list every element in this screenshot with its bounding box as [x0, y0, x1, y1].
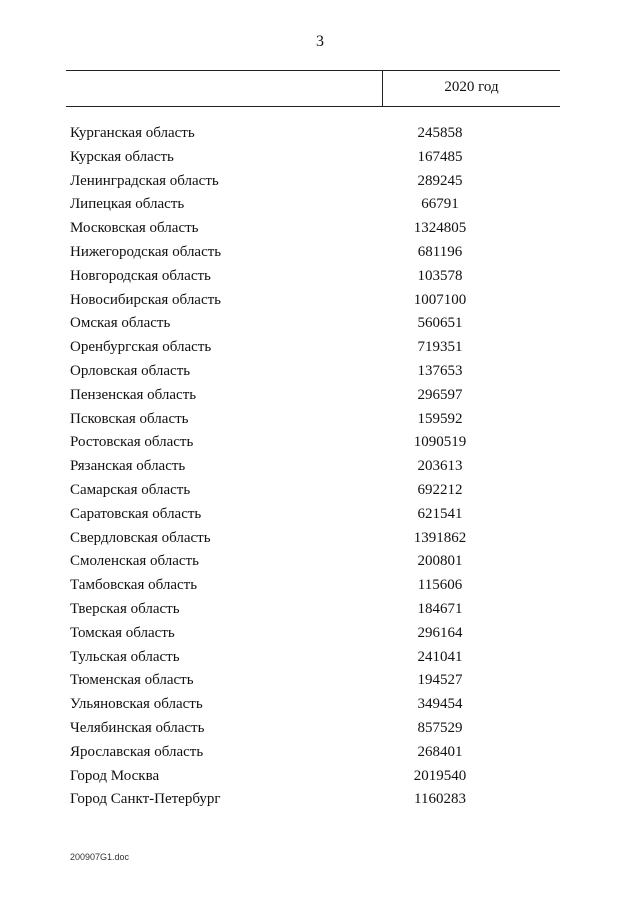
- table-row: [70, 431, 560, 455]
- region-value: 1160283: [414, 791, 466, 808]
- region-name: Нижегородская область: [70, 243, 222, 260]
- region-value: 159592: [417, 410, 463, 427]
- region-name: Пензенская область: [70, 386, 197, 403]
- table-row: [70, 408, 560, 432]
- column-header-year: 2020 год: [444, 79, 499, 95]
- region-name: Тверская область: [70, 600, 180, 617]
- region-name: Орловская область: [70, 362, 191, 379]
- region-name: Тамбовская область: [70, 577, 198, 594]
- table-row: [70, 360, 560, 384]
- region-name: Липецкая область: [70, 196, 185, 213]
- region-name: Московская область: [70, 220, 199, 237]
- region-value: 1090519: [413, 434, 467, 451]
- region-value: 66791: [421, 196, 459, 213]
- region-value: 137653: [417, 362, 463, 379]
- region-name: Свердловская область: [70, 529, 211, 546]
- table-row: [70, 550, 560, 574]
- table-row: [70, 646, 560, 670]
- region-name: Ленинградская область: [70, 172, 219, 189]
- region-name: Ярославская область: [70, 743, 204, 760]
- region-value: 681196: [417, 243, 463, 260]
- table-row: [70, 669, 560, 693]
- region-name: Рязанская область: [70, 458, 186, 475]
- table-row: [70, 741, 560, 765]
- region-name: Курганская область: [70, 125, 195, 141]
- region-name: Челябинская область: [70, 719, 205, 736]
- region-value: 1007100: [413, 291, 467, 308]
- table-row: [70, 574, 560, 598]
- region-value: 621541: [417, 505, 463, 522]
- table-row: [70, 455, 560, 479]
- table-row: [70, 384, 560, 408]
- region-value: 194527: [417, 672, 463, 689]
- region-name: Саратовская область: [70, 505, 202, 522]
- table-row: [70, 479, 560, 503]
- region-value: 167485: [417, 148, 463, 165]
- region-value: 857529: [417, 719, 463, 736]
- region-value: 245858: [417, 125, 463, 141]
- region-name: Омская область: [70, 315, 171, 332]
- page-number: 3: [316, 33, 324, 50]
- table-row: [70, 622, 560, 646]
- table-row: [70, 265, 560, 289]
- region-value: 241041: [417, 648, 463, 665]
- table-row: [70, 217, 560, 241]
- table-row: [70, 717, 560, 741]
- region-name: Ульяновская область: [70, 696, 203, 713]
- table-row: [70, 289, 560, 313]
- region-value: 289245: [417, 172, 463, 189]
- table-row: [70, 241, 560, 265]
- region-value: 200801: [417, 553, 463, 570]
- region-name: Ростовская область: [70, 434, 194, 451]
- table-body: [70, 122, 560, 812]
- region-value: 1391862: [413, 529, 467, 546]
- region-name: Курская область: [70, 148, 174, 165]
- region-name: Новгородская область: [70, 267, 211, 284]
- region-value: 268401: [417, 743, 463, 760]
- table-row: [70, 146, 560, 170]
- region-value: 184671: [417, 600, 463, 617]
- region-name: Псковская область: [70, 410, 189, 427]
- region-value: 692212: [417, 481, 463, 498]
- table-header: [66, 70, 560, 107]
- region-name: Томская область: [70, 624, 175, 641]
- table-header-rule: [66, 106, 560, 107]
- region-value: 1324805: [413, 220, 467, 237]
- region-value: 719351: [417, 339, 463, 356]
- region-name: Самарская область: [70, 481, 191, 498]
- table-row: [70, 503, 560, 527]
- region-name: Город Санкт-Петербург: [70, 791, 221, 808]
- region-name: Оренбургская область: [70, 339, 212, 356]
- table-row: [70, 788, 560, 812]
- table-row: [70, 122, 560, 146]
- region-name: Город Москва: [70, 767, 160, 784]
- region-name: Новосибирская область: [70, 291, 222, 308]
- region-value: 115606: [417, 577, 463, 594]
- region-name: Тюменская область: [70, 672, 194, 689]
- region-value: 560651: [417, 315, 463, 332]
- table-row: [70, 693, 560, 717]
- region-value: 296597: [417, 386, 463, 403]
- region-value: 349454: [417, 696, 463, 713]
- region-value: 203613: [417, 458, 463, 475]
- table-top-rule: [66, 70, 560, 71]
- table-row: [70, 170, 560, 194]
- table-row: [70, 598, 560, 622]
- document-code: 200907G1.doc: [70, 852, 130, 862]
- table-row: [70, 336, 560, 360]
- region-value: 296164: [417, 624, 463, 641]
- region-value: 2019540: [413, 767, 467, 784]
- table-row: [70, 765, 560, 789]
- table-row: [70, 312, 560, 336]
- region-value: 103578: [417, 267, 463, 284]
- table-row: [70, 193, 560, 217]
- region-name: Тульская область: [70, 648, 180, 665]
- table-row: [70, 527, 560, 551]
- region-name: Смоленская область: [70, 553, 199, 570]
